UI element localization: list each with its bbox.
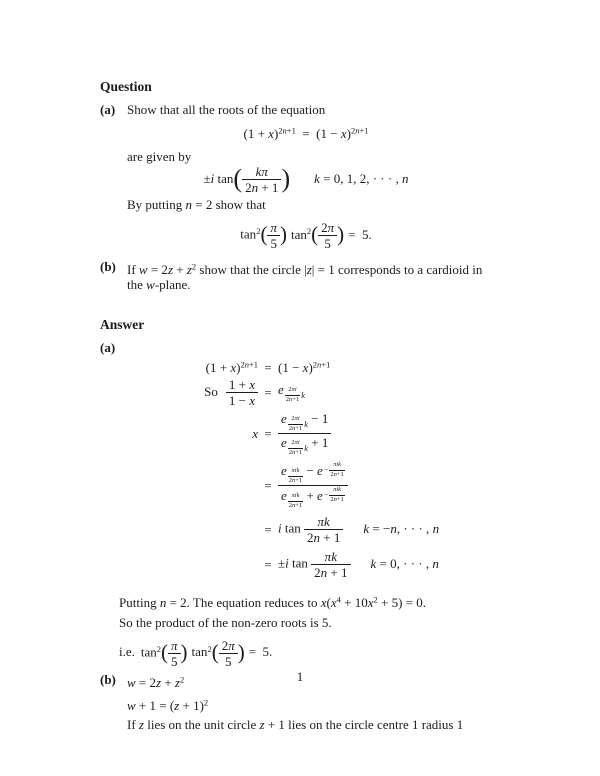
equals-sign: = xyxy=(264,425,272,441)
equation-tan-squared xyxy=(100,216,512,250)
question-part-b-body xyxy=(127,259,512,292)
exponent-box xyxy=(324,462,345,478)
fraction-denominator: 5 xyxy=(219,653,238,668)
exponent-denominator: 2n+1 xyxy=(330,495,344,503)
equation-roots-math: $(1 + x)^{2n+1}$ = $(1 - x)^{2n+1}$ xyxy=(243,125,369,141)
equals-sign: = xyxy=(264,521,272,537)
exponent-numerator: 2πi xyxy=(288,386,297,394)
ie-label: i.e. xyxy=(119,644,135,660)
question-part-b-label: (b) xyxy=(100,259,116,275)
lhs-row1-math: $(1 + x)^{2n+1}$ xyxy=(205,359,258,376)
exponent-numerator: πik xyxy=(333,461,342,469)
equation-roots xyxy=(100,122,512,142)
right-paren: ) xyxy=(180,639,188,664)
align-rhs-row4 xyxy=(278,460,512,511)
exponent-fraction xyxy=(329,462,344,478)
left-paren: ( xyxy=(311,222,319,247)
fraction-numerator: kπ xyxy=(255,164,268,180)
exponent-box xyxy=(288,468,303,484)
exponent-k: k xyxy=(304,418,308,429)
tan-1: tan xyxy=(240,226,257,242)
equals-five: = 5. xyxy=(248,644,273,660)
ie-conclusion-line xyxy=(119,634,512,668)
exponent-numerator: 2πi xyxy=(291,439,300,447)
putting-n-2-text: Putting n = 2. The equation reduces to $x(x^4 + 10x^2 + 5) = 0$. xyxy=(119,594,426,610)
pi-over-5-fraction xyxy=(168,639,181,668)
exponent-numerator: πik xyxy=(291,467,300,475)
fraction-denominator: 2n + 1 xyxy=(311,564,350,579)
tan-2: tan xyxy=(191,644,208,660)
right-paren: ) xyxy=(279,222,287,247)
equals-sign: = xyxy=(264,384,272,400)
left-paren: ( xyxy=(233,163,243,193)
i-tan-prefix: i tan xyxy=(278,520,305,536)
align-rhs-row2 xyxy=(278,382,512,403)
answer-part-a-label: (a) xyxy=(100,339,116,355)
euler-e: e xyxy=(317,488,323,504)
minus-operator: − xyxy=(303,463,318,479)
plus-one: + 1 xyxy=(307,435,329,451)
question-heading: Question xyxy=(100,79,152,94)
right-paren: ) xyxy=(337,222,345,247)
exp-fraction-row3 xyxy=(278,411,331,456)
plus-operator: + xyxy=(303,488,318,504)
big-frac-denominator xyxy=(278,485,348,509)
page-number: 1 xyxy=(296,669,304,684)
big-frac-denominator xyxy=(278,433,331,456)
fraction-numerator: πk xyxy=(317,514,330,530)
exponent-box xyxy=(285,387,305,403)
exponent-numerator: πik xyxy=(333,486,342,494)
tan-2-exponent: 2 xyxy=(306,226,312,237)
exponent-denominator: 2n+1 xyxy=(285,395,300,403)
fraction-numerator: πk xyxy=(324,549,337,565)
right-paren: ) xyxy=(237,639,245,664)
two-pi-over-5-fraction xyxy=(318,221,337,250)
euler-e: e xyxy=(281,411,287,427)
answer-heading: Answer xyxy=(100,316,145,332)
fraction-denominator: 1 − x xyxy=(226,392,258,407)
k-pi-fraction xyxy=(242,165,281,194)
left-paren: ( xyxy=(161,639,169,664)
equals-five: = 5. xyxy=(348,226,372,242)
derivation-align-block xyxy=(100,360,512,582)
exponent-denominator: 2n+1 xyxy=(288,424,303,432)
align-lhs-row2 xyxy=(100,378,258,407)
exponent-fraction xyxy=(288,468,303,484)
part-a-intro: Show that all the roots of the equation xyxy=(127,102,326,117)
product-of-roots-line: So the product of the non-zero roots is 5. xyxy=(119,614,332,630)
fraction-numerator: π xyxy=(171,637,178,653)
pi-over-5-fraction xyxy=(267,221,280,250)
exponent-denominator: 2n+1 xyxy=(330,470,344,478)
right-paren: ) xyxy=(281,163,291,193)
fraction-denominator: 5 xyxy=(318,235,337,250)
equation-pm-i-tan xyxy=(100,164,512,195)
exponent-denominator: 2n+1 xyxy=(288,448,303,456)
tan-1-exponent: 2 xyxy=(256,226,261,237)
question-part-b xyxy=(100,259,512,292)
lhs-row3-math: x xyxy=(252,425,258,441)
exponent-denominator: 2n+1 xyxy=(288,501,303,509)
question-part-a-body xyxy=(127,102,512,250)
fraction-numerator: π xyxy=(270,220,277,236)
w-definition: $w = 2z + z^2$ xyxy=(127,674,185,691)
fraction-numerator: 1 + x xyxy=(228,377,255,393)
exponent-box xyxy=(324,487,345,503)
exponent-denominator: 2n+1 xyxy=(288,476,303,484)
big-frac-numerator xyxy=(278,411,331,433)
equals-sign: = xyxy=(264,556,272,572)
putting-n-2-line xyxy=(119,592,512,610)
euler-e: e xyxy=(278,382,284,398)
align-lhs-row3 xyxy=(100,424,258,444)
two-pi-over-5-fraction xyxy=(219,639,238,668)
align-rhs-row6 xyxy=(278,548,512,581)
k-range-condition: k = 0, · · · , n xyxy=(370,555,439,571)
fraction-numerator: 2π xyxy=(321,220,335,236)
part-b-sentence-end: the w-plane. xyxy=(127,276,191,292)
k-range-condition: k = −n, · · · , n xyxy=(363,520,440,536)
answer-b-line3 xyxy=(127,717,512,733)
by-putting-text: By putting n = 2 show that xyxy=(127,197,266,213)
euler-e: e xyxy=(317,463,323,479)
left-paren: ( xyxy=(260,222,268,247)
tan-1-exponent: 2 xyxy=(156,643,162,654)
document-content xyxy=(100,78,512,736)
big-frac-numerator xyxy=(278,462,348,485)
tan-2: tan xyxy=(290,226,307,242)
exponent-fraction xyxy=(285,387,300,403)
pi-k-fraction xyxy=(304,515,343,544)
equals-sign: = xyxy=(264,477,272,493)
exponent-fraction xyxy=(288,416,303,432)
exponent-fraction xyxy=(288,493,303,509)
question-part-a-label: (a) xyxy=(100,102,116,117)
w-plus-one-identity: $w + 1 = (z + 1)^2$ xyxy=(127,697,209,713)
fraction-denominator: 5 xyxy=(168,653,181,668)
k-range-condition: k = 0, 1, 2, · · · , n xyxy=(314,170,409,186)
negative-sign: − xyxy=(323,490,329,500)
fraction-denominator: 2n + 1 xyxy=(242,179,281,194)
exponent-box xyxy=(288,416,308,432)
unit-circle-statement: If z lies on the unit circle z + 1 lies on the circle centre 1 radius 1 xyxy=(127,716,464,732)
fraction-denominator: 2n + 1 xyxy=(304,529,343,544)
fraction-denominator: 5 xyxy=(267,235,280,250)
euler-e: e xyxy=(281,488,287,504)
exp-fraction-row4 xyxy=(278,462,348,509)
align-lhs-row1 xyxy=(100,360,258,377)
rhs-row1-math: $(1 - x)^{2n+1}$ xyxy=(278,359,331,376)
one-plus-x-over-one-minus-x xyxy=(226,378,258,407)
euler-e: e xyxy=(281,463,287,479)
exponent-numerator: 2πi xyxy=(291,415,300,423)
align-rhs-row3 xyxy=(278,409,512,458)
negative-sign: − xyxy=(323,465,329,475)
pm-i-tan-prefix: ±i tan xyxy=(278,555,312,571)
part-b-sentence-start: If $w = 2z + z^2$ show that the circle |z| = 1 corresponds to a cardioid in xyxy=(127,261,483,277)
exponent-box xyxy=(288,493,303,509)
answer-b-line2 xyxy=(127,694,512,714)
exponent-numerator: πik xyxy=(291,492,300,500)
part-a-by-putting xyxy=(127,197,512,212)
exponent-fraction xyxy=(288,440,303,456)
question-part-a xyxy=(100,102,512,250)
tan-2-exponent: 2 xyxy=(207,643,212,654)
answer-part-b-label: (b) xyxy=(100,671,116,687)
align-rhs-row1 xyxy=(278,360,512,377)
fraction-numerator: 2π xyxy=(221,637,235,653)
part-b-text-line2 xyxy=(127,277,512,292)
left-paren: ( xyxy=(211,639,219,664)
exponent-box xyxy=(288,440,308,456)
pi-k-fraction xyxy=(311,550,350,579)
equals-sign: = xyxy=(264,359,272,375)
so-label: So xyxy=(204,383,218,399)
part-b-text-line1 xyxy=(127,259,512,277)
align-rhs-row5 xyxy=(278,513,512,546)
minus-one: − 1 xyxy=(307,411,329,427)
part-a-given-by: are given by xyxy=(127,148,192,164)
exponent-k: k xyxy=(301,389,305,400)
pm-i-tan-prefix: ±i tan xyxy=(203,170,234,186)
tan-1: tan xyxy=(140,644,157,660)
euler-e: e xyxy=(281,435,287,451)
exponent-k: k xyxy=(304,442,308,453)
exponent-fraction xyxy=(329,487,344,503)
